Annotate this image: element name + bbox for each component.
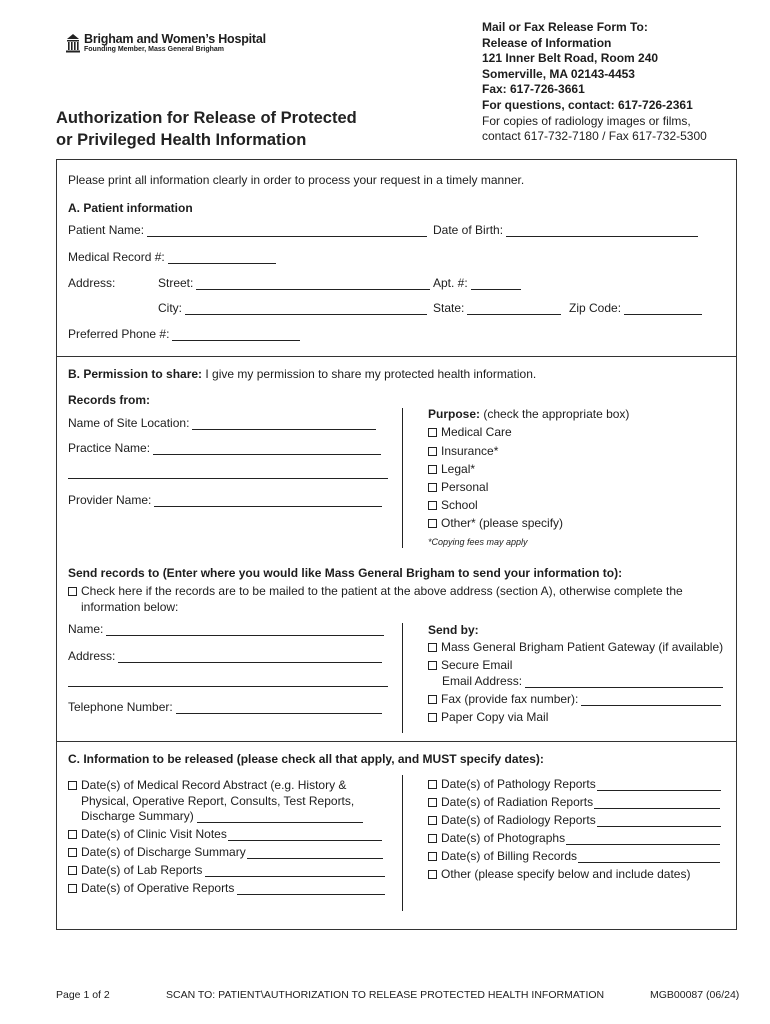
send-to-heading: Send records to (Enter where you would like Mass General Brigham to send your information to): (68, 566, 623, 580)
title-line-2: or Privileged Health Information (56, 131, 307, 149)
street-field[interactable] (196, 278, 430, 290)
release-photographs[interactable] (428, 831, 720, 845)
discharge-label: Date(s) of Discharge Summary (81, 845, 246, 859)
send-by-heading: Send by: (428, 623, 479, 637)
billing-date-field[interactable] (578, 851, 720, 863)
radiology-date-field[interactable] (597, 815, 721, 827)
section-b-divider-top (402, 408, 403, 548)
section-a-heading: A. Patient information (68, 201, 193, 215)
recipient-phone-label: Telephone Number: (68, 700, 173, 714)
send-by-paper[interactable] (428, 710, 548, 724)
recipient-address-line-2[interactable] (68, 675, 388, 687)
checkbox[interactable] (428, 834, 437, 843)
pathology-date-field[interactable] (597, 779, 721, 791)
purpose-heading (428, 407, 629, 421)
email-address-row (442, 674, 723, 688)
phone-row (68, 327, 300, 341)
purpose-other: Other* (please specify) (441, 516, 564, 530)
checkbox[interactable] (68, 884, 77, 893)
purpose-medical-care: Medical Care (441, 425, 512, 439)
site-row (68, 416, 376, 430)
phone-field[interactable] (172, 329, 300, 341)
mail-line-2: Release of Information (482, 35, 612, 50)
release-billing[interactable] (428, 849, 720, 863)
checkbox[interactable] (68, 830, 77, 839)
recipient-name-label: Name: (68, 622, 104, 636)
abstract-line-3: Discharge Summary) (81, 809, 194, 823)
radiology-label: Date(s) of Radiology Reports (441, 813, 596, 827)
practice-row (68, 441, 381, 455)
checkbox[interactable] (428, 798, 437, 807)
city-row (158, 301, 427, 315)
mail-line-7: For copies of radiology images or films, (482, 113, 691, 128)
lab-date-field[interactable] (205, 865, 385, 877)
abstract-line-2: Physical, Operative Report, Consults, Test Reports, (81, 794, 355, 808)
recipient-address-row (68, 649, 382, 663)
page-number: Page 1 of 2 (56, 989, 110, 1001)
mrn-row (68, 250, 276, 264)
checkbox[interactable] (68, 848, 77, 857)
billing-label: Date(s) of Billing Records (441, 849, 578, 863)
release-pathology[interactable] (428, 777, 721, 791)
mail-line-1: Mail or Fax Release Form To: (482, 20, 648, 34)
secure-email-label: Secure Email (441, 658, 513, 672)
checkbox[interactable] (428, 713, 437, 722)
section-b-heading-bold: B. Permission to share: (68, 367, 203, 381)
checkbox[interactable] (68, 866, 77, 875)
release-lab[interactable] (68, 863, 385, 877)
practice-label: Practice Name: (68, 441, 151, 455)
checkbox[interactable] (428, 643, 437, 652)
zip-label: Zip Code: (569, 301, 622, 315)
site-label: Name of Site Location: (68, 416, 190, 430)
dob-label: Date of Birth: (433, 223, 504, 237)
mail-line-3: 121 Inner Belt Road, Room 240 (482, 51, 659, 66)
purpose-school: School (441, 498, 478, 512)
radiation-label: Date(s) of Radiation Reports (441, 795, 594, 809)
photographs-label: Date(s) of Photographs (441, 831, 566, 845)
provider-label: Provider Name: (68, 493, 152, 507)
checkbox[interactable] (428, 447, 437, 456)
checkbox[interactable] (428, 695, 437, 704)
section-c-heading: C. Information to be released (please check all that apply, and MUST specify dates): (68, 752, 544, 766)
scan-to-text: SCAN TO: PATIENT\AUTHORIZATION TO RELEASE PROTECTED HEALTH INFORMATION (166, 989, 605, 1001)
logo-name: Brigham and Women’s Hospital (84, 32, 266, 46)
address-label: Address: (68, 276, 116, 290)
abstract-date-field[interactable] (197, 811, 363, 823)
patient-name-label: Patient Name: (68, 223, 145, 237)
mail-line-5: Fax: 617-726-3661 (482, 82, 585, 97)
lab-label: Date(s) of Lab Reports (81, 863, 203, 877)
phone-label: Preferred Phone #: (68, 327, 170, 341)
send-by-gateway[interactable] (428, 640, 723, 654)
send-to-check-text: Check here if the records are to be mailed to the patient at the above address (section A), otherwise complete the (81, 584, 683, 598)
email-address-label: Email Address: (442, 674, 523, 688)
purpose-heading-rest: (check the appropriate box) (480, 407, 630, 421)
provider-row (68, 493, 382, 507)
radiation-date-field[interactable] (594, 797, 720, 809)
discharge-date-field[interactable] (247, 847, 383, 859)
send-to-check-option[interactable] (68, 584, 683, 598)
mrn-label: Medical Record #: (68, 250, 165, 264)
email-address-field[interactable] (525, 676, 723, 688)
mail-block (482, 20, 707, 145)
release-other[interactable] (428, 867, 690, 881)
page-title (56, 107, 357, 151)
purpose-option[interactable] (428, 425, 512, 439)
recipient-address-field[interactable] (118, 651, 382, 663)
building-icon (66, 33, 80, 53)
purpose-option[interactable] (428, 498, 478, 512)
abstract-line-3-row (81, 809, 363, 823)
clinic-date-field[interactable] (228, 829, 382, 841)
mrn-field[interactable] (168, 252, 276, 264)
purpose-insurance: Insurance* (441, 444, 499, 458)
state-field[interactable] (467, 303, 561, 315)
send-to-check-text-2: information below: (81, 600, 179, 614)
release-discharge[interactable] (68, 845, 383, 859)
intro-text: Please print all information clearly in order to process your request in a timely manner. (68, 173, 525, 187)
checkbox[interactable] (428, 501, 437, 510)
release-radiology[interactable] (428, 813, 721, 827)
fax-label: Fax (provide fax number): (441, 692, 579, 706)
release-radiation[interactable] (428, 795, 720, 809)
paper-label: Paper Copy via Mail (441, 710, 549, 724)
purpose-option[interactable] (428, 516, 563, 530)
photographs-date-field[interactable] (566, 833, 720, 845)
purpose-option[interactable] (428, 480, 488, 494)
mail-line-8: contact 617-732-7180 / Fax 617-732-5300 (482, 129, 707, 144)
zip-row (569, 301, 702, 315)
checkbox[interactable] (428, 780, 437, 789)
checkbox[interactable] (428, 870, 437, 879)
provider-field[interactable] (154, 495, 382, 507)
release-abstract[interactable] (68, 777, 354, 809)
site-field[interactable] (192, 418, 376, 430)
zip-field[interactable] (624, 303, 702, 315)
checkbox[interactable] (428, 519, 437, 528)
apt-label: Apt. #: (433, 276, 468, 290)
mail-line-4: Somerville, MA 02143-4453 (482, 66, 635, 81)
purpose-legal: Legal* (441, 462, 476, 476)
purpose-heading-bold: Purpose: (428, 407, 481, 421)
purpose-option[interactable] (428, 462, 475, 476)
checkbox[interactable] (428, 428, 437, 437)
fax-field[interactable] (581, 694, 721, 706)
purpose-option[interactable] (428, 444, 498, 458)
city-label: City: (158, 301, 182, 315)
section-b-divider-bottom (402, 623, 403, 733)
records-from-label: Records from: (68, 393, 151, 407)
purpose-personal: Personal (441, 480, 489, 494)
section-b-heading-rest: I give my permission to share my protected health information. (202, 367, 537, 381)
gateway-label: Mass General Brigham Patient Gateway (if available) (441, 640, 724, 654)
section-b-heading (68, 367, 536, 381)
operative-date-field[interactable] (237, 883, 385, 895)
release-operative[interactable] (68, 881, 385, 895)
street-row (158, 276, 430, 290)
form-code: MGB00087 (06/24) (650, 989, 740, 1001)
hospital-logo (66, 32, 266, 58)
patient-name-row (68, 223, 427, 237)
recipient-phone-row (68, 700, 382, 714)
practice-field[interactable] (153, 443, 381, 455)
checkbox[interactable] (428, 661, 437, 670)
practice-field-line-2[interactable] (68, 467, 388, 479)
pathology-label: Date(s) of Pathology Reports (441, 777, 596, 791)
checkbox[interactable] (428, 816, 437, 825)
checkbox[interactable] (428, 483, 437, 492)
release-clinic[interactable] (68, 827, 382, 841)
checkbox[interactable] (68, 587, 77, 596)
title-line-1: Authorization for Release of Protected (56, 109, 357, 127)
apt-row (433, 276, 521, 290)
patient-name-field[interactable] (147, 225, 427, 237)
mail-line-6: For questions, contact: 617-726-2361 (482, 97, 693, 112)
state-label: State: (433, 301, 465, 315)
checkbox[interactable] (428, 465, 437, 474)
abstract-line-1: Date(s) of Medical Record Abstract (e.g. History & (81, 778, 347, 792)
recipient-name-row (68, 622, 384, 636)
fees-note: *Copying fees may apply (428, 537, 528, 547)
recipient-name-field[interactable] (106, 624, 384, 636)
clinic-label: Date(s) of Clinic Visit Notes (81, 827, 227, 841)
other-label: Other (please specify below and include dates) (441, 867, 691, 881)
apt-field[interactable] (471, 278, 521, 290)
checkbox[interactable] (68, 781, 77, 790)
logo-tagline: Founding Member, Mass General Brigham (84, 46, 225, 53)
dob-field[interactable] (506, 225, 698, 237)
checkbox[interactable] (428, 852, 437, 861)
send-by-fax[interactable] (428, 692, 721, 706)
send-by-secure-email[interactable] (428, 658, 512, 672)
section-c-divider (402, 775, 403, 911)
street-label: Street: (158, 276, 194, 290)
recipient-phone-field[interactable] (176, 702, 382, 714)
state-row (433, 301, 561, 315)
recipient-address-label: Address: (68, 649, 116, 663)
city-field[interactable] (185, 303, 427, 315)
operative-label: Date(s) of Operative Reports (81, 881, 235, 895)
dob-row (433, 223, 698, 237)
